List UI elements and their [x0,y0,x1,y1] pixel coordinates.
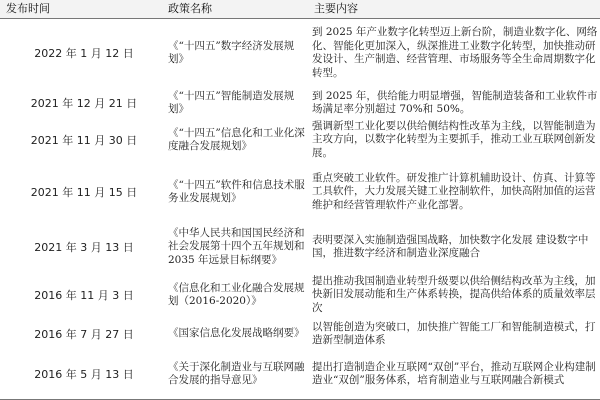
row-content: 提出推动我国制造业转型升级要以供给侧结构改革为主线，加快新旧发展动能和生产体系转换，提高供给体系的质量效率层次 [312,274,596,314]
table-row [0,118,600,162]
table-row [0,272,600,318]
table-row [0,162,600,222]
row-content: 到 2025 年，供给能力明显增强，智能制造装备和工业软件市场满足率分别超过 70%和 50%。 [312,89,598,115]
row-policy-name: 《“十四五”数字经济发展规划》 [168,39,295,65]
row-content: 强调新型工业化要以供给侧结构性改革为主线，以智能制造为主攻方向，以数字化转型为主要抓手，推动工业互联网创新发展。 [312,119,596,159]
row-policy-name: 《中华人民共和国国民经济和社会发展第十四个五年规划和 2035 年远景目标纲要》 [168,226,305,266]
row-date: 2021 年 12 月 21 日 [30,97,138,110]
row-date: 2016 年 11 月 3 日 [34,289,134,302]
row-policy-name: 《“十四五”软件和信息技术服务业发展规划》 [168,178,305,204]
row-policy-name: 《“十四五”信息化和工业化深度融合发展规划》 [168,126,305,152]
table-row [0,350,600,398]
row-content: 提出打造制造企业互联网“双创”平台，推动互联网企业构建制造业“双创”服务体系，培育制造业与互联网融合新模式 [312,360,596,386]
row-date: 2016 年 5 月 13 日 [34,368,134,381]
header-main-content: 主要内容 [314,2,358,15]
row-content: 到 2025 年产业数字化转型迈上新台阶，制造业数字化、网络化、智能化更加深入，纵深推进工业数字化转型，加快推动研发设计、生产制造、经营管理、市场服务等全生命周期数字化转型。 [312,26,598,79]
row-date: 2016 年 7 月 27 日 [34,328,134,341]
header-date: 发布时间 [6,2,50,15]
row-content: 重点突破工业软件。研发推广计算机辅助设计、仿真、计算等工具软件，大力发展关键工业控制软件，加快高附加值的运营维护和经营管理软件产业化部署。 [312,171,596,211]
row-date: 2022 年 1 月 12 日 [34,47,134,60]
table-row [0,222,600,272]
row-policy-name: 《关于深化制造业与互联网融合发展的指导意见》 [168,360,305,386]
table-header [0,0,600,19]
table-row [0,18,600,88]
table-row [0,88,600,118]
row-content: 表明要深入实施制造强国战略，加快数字化发展 建设数字中国，推进数字经济和制造业深度融合 [312,233,589,259]
row-date: 2021 年 3 月 13 日 [34,241,134,254]
row-policy-name: 《“十四五”智能制造发展规划》 [168,89,295,115]
table-row [0,318,600,350]
row-date: 2021 年 11 月 15 日 [30,186,138,199]
row-policy-name: 《信息化和工业化融合发展规划（2016-2020）》 [168,281,305,307]
row-date: 2021 年 11 月 30 日 [30,134,138,147]
header-policy-name: 政策名称 [168,2,212,15]
row-policy-name: 《国家信息化发展战略纲要》 [168,327,305,340]
row-content: 以智能创造为突破口，加快推广智能工厂和智能制造模式，打造新型制造体系 [312,320,596,346]
